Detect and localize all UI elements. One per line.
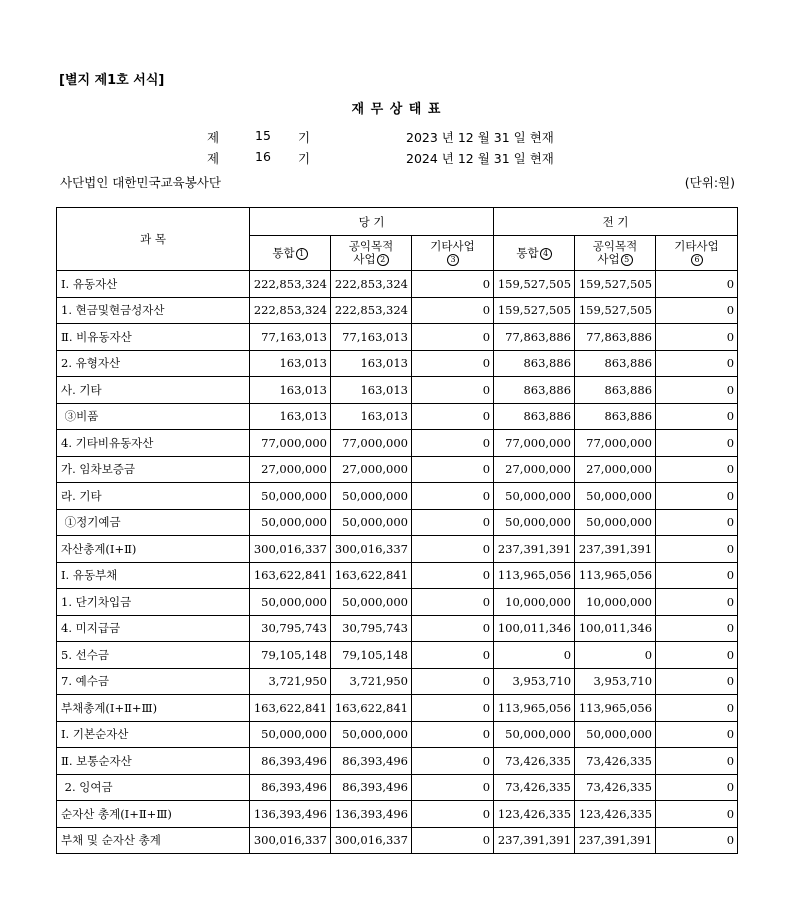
column-header-label: 통합 (272, 245, 295, 260)
amount-cell: 50,000,000 (250, 483, 331, 510)
amount-cell: 27,000,000 (331, 456, 412, 483)
table-row (57, 642, 738, 669)
document-title: 재 무 상 태 표 (351, 102, 442, 117)
amount-cell: 73,426,335 (494, 748, 575, 775)
amount-cell: 0 (412, 642, 494, 669)
period-prefix: 제 (207, 151, 220, 166)
amount-cell: 50,000,000 (250, 509, 331, 536)
amount-cell: 0 (412, 562, 494, 589)
amount-cell: 0 (656, 350, 738, 377)
table-row (57, 774, 738, 801)
account-name-cell: Ⅰ. 유동부채 (57, 562, 250, 589)
amount-cell: 0 (575, 642, 656, 669)
amount-cell: 0 (656, 297, 738, 324)
column-header-label: 공익목적 (592, 239, 638, 253)
amount-cell: 0 (412, 748, 494, 775)
amount-cell: 0 (412, 721, 494, 748)
amount-cell: 0 (656, 774, 738, 801)
amount-cell: 86,393,496 (250, 748, 331, 775)
table-row (57, 695, 738, 722)
amount-cell: 159,527,505 (494, 271, 575, 298)
amount-cell: 0 (656, 403, 738, 430)
account-name-cell: 2. 유형자산 (57, 350, 250, 377)
amount-cell: 30,795,743 (331, 615, 412, 642)
amount-cell: 0 (656, 589, 738, 616)
amount-cell: 0 (412, 695, 494, 722)
amount-cell: 0 (656, 615, 738, 642)
amount-cell: 163,622,841 (250, 695, 331, 722)
amount-cell: 0 (656, 430, 738, 457)
amount-cell: 0 (412, 403, 494, 430)
account-name-cell: 순자산 총계(Ⅰ+Ⅱ+Ⅲ) (57, 801, 250, 828)
amount-cell: 136,393,496 (331, 801, 412, 828)
amount-cell: 300,016,337 (250, 536, 331, 563)
amount-cell: 0 (412, 536, 494, 563)
amount-cell: 222,853,324 (331, 297, 412, 324)
account-name-cell: 사. 기타 (57, 377, 250, 404)
amount-cell: 237,391,391 (494, 827, 575, 854)
amount-cell: 10,000,000 (494, 589, 575, 616)
table-row (57, 589, 738, 616)
column-mark: 1 (296, 248, 308, 260)
amount-cell: 163,622,841 (331, 695, 412, 722)
amount-cell: 0 (656, 509, 738, 536)
amount-cell: 237,391,391 (494, 536, 575, 563)
column-header-label: 공익목적 (348, 239, 394, 253)
table-row (57, 350, 738, 377)
organization-name: 사단법인 대한민국교육봉사단 (60, 175, 221, 190)
account-name-cell: ③비품 (57, 403, 250, 430)
amount-cell: 86,393,496 (331, 774, 412, 801)
amount-cell: 86,393,496 (250, 774, 331, 801)
table-row (57, 483, 738, 510)
period-suffix: 기 (298, 130, 311, 145)
amount-cell: 163,622,841 (250, 562, 331, 589)
amount-cell: 163,013 (331, 403, 412, 430)
amount-cell: 0 (656, 377, 738, 404)
amount-cell: 0 (656, 456, 738, 483)
header-previous-period: 전 기 (494, 208, 738, 236)
amount-cell: 0 (412, 483, 494, 510)
amount-cell: 0 (412, 589, 494, 616)
amount-cell: 50,000,000 (331, 509, 412, 536)
amount-cell: 50,000,000 (250, 589, 331, 616)
table-row (57, 827, 738, 854)
account-name-cell: 1. 현금및현금성자산 (57, 297, 250, 324)
amount-cell: 163,622,841 (331, 562, 412, 589)
amount-cell: 0 (412, 350, 494, 377)
amount-cell: 113,965,056 (494, 695, 575, 722)
table-row (57, 721, 738, 748)
amount-cell: 0 (656, 536, 738, 563)
amount-cell: 0 (412, 615, 494, 642)
amount-cell: 222,853,324 (331, 271, 412, 298)
amount-cell: 3,721,950 (331, 668, 412, 695)
period-suffix: 기 (298, 151, 311, 166)
column-header (656, 236, 738, 271)
table-row (57, 801, 738, 828)
amount-cell: 0 (412, 668, 494, 695)
amount-cell: 159,527,505 (575, 271, 656, 298)
amount-cell: 863,886 (494, 403, 575, 430)
amount-cell: 0 (412, 271, 494, 298)
amount-cell: 0 (412, 297, 494, 324)
amount-cell: 50,000,000 (494, 509, 575, 536)
amount-cell: 863,886 (494, 350, 575, 377)
financial-position-table (56, 207, 738, 854)
amount-cell: 50,000,000 (494, 483, 575, 510)
amount-cell: 863,886 (575, 350, 656, 377)
amount-cell: 863,886 (575, 377, 656, 404)
amount-cell: 123,426,335 (494, 801, 575, 828)
amount-cell: 3,953,710 (494, 668, 575, 695)
amount-cell: 0 (656, 801, 738, 828)
header-account: 과 목 (57, 208, 250, 271)
account-name-cell: ①정기예금 (57, 509, 250, 536)
column-header-label: 기타사업 (674, 239, 719, 253)
amount-cell: 27,000,000 (494, 456, 575, 483)
header-row-1 (57, 208, 738, 236)
amount-cell: 3,721,950 (250, 668, 331, 695)
column-header-label: 통합 (516, 245, 539, 260)
account-name-cell: 자산총계(Ⅰ+Ⅱ) (57, 536, 250, 563)
amount-cell: 163,013 (250, 350, 331, 377)
amount-cell: 163,013 (250, 403, 331, 430)
amount-cell: 77,000,000 (250, 430, 331, 457)
table-row (57, 430, 738, 457)
account-name-cell: 부채 및 순자산 총계 (57, 827, 250, 854)
period-prefix: 제 (207, 130, 220, 145)
amount-cell: 0 (656, 721, 738, 748)
amount-cell: 77,000,000 (331, 430, 412, 457)
table-row (57, 377, 738, 404)
amount-cell: 0 (656, 642, 738, 669)
amount-cell: 77,863,886 (494, 324, 575, 351)
column-header (250, 236, 331, 271)
form-label: [별지 제1호 서식] (59, 73, 165, 88)
amount-cell: 50,000,000 (331, 721, 412, 748)
column-mark: 2 (377, 254, 389, 266)
amount-cell: 237,391,391 (575, 536, 656, 563)
amount-cell: 50,000,000 (575, 721, 656, 748)
account-name-cell: 7. 예수금 (57, 668, 250, 695)
column-header (494, 236, 575, 271)
amount-cell: 863,886 (494, 377, 575, 404)
period-date: 2024 년 12 월 31 일 현재 (406, 151, 554, 166)
amount-cell: 50,000,000 (250, 721, 331, 748)
column-header-label-2: 사업 (353, 252, 376, 266)
amount-cell: 163,013 (250, 377, 331, 404)
table-row (57, 509, 738, 536)
amount-cell: 300,016,337 (331, 827, 412, 854)
header-current-period: 당 기 (250, 208, 494, 236)
account-name-cell: Ⅱ. 보통순자산 (57, 748, 250, 775)
unit-label: (단위:원) (684, 175, 735, 190)
amount-cell: 0 (656, 271, 738, 298)
amount-cell: 159,527,505 (575, 297, 656, 324)
amount-cell: 77,163,013 (250, 324, 331, 351)
account-name-cell: Ⅰ. 기본순자산 (57, 721, 250, 748)
account-name-cell: 4. 미지급금 (57, 615, 250, 642)
column-mark: 4 (540, 248, 552, 260)
column-header-label: 기타사업 (430, 239, 475, 253)
table-row (57, 403, 738, 430)
table-row (57, 456, 738, 483)
amount-cell: 0 (412, 324, 494, 351)
amount-cell: 86,393,496 (331, 748, 412, 775)
account-name-cell: 1. 단기차입금 (57, 589, 250, 616)
amount-cell: 300,016,337 (331, 536, 412, 563)
amount-cell: 73,426,335 (494, 774, 575, 801)
column-header (331, 236, 412, 271)
amount-cell: 113,965,056 (575, 695, 656, 722)
column-mark: 5 (621, 254, 633, 266)
amount-cell: 27,000,000 (250, 456, 331, 483)
amount-cell: 0 (656, 748, 738, 775)
period-date: 2023 년 12 월 31 일 현재 (406, 130, 554, 145)
account-name-cell: 부채총계(Ⅰ+Ⅱ+Ⅲ) (57, 695, 250, 722)
account-name-cell: Ⅰ. 유동자산 (57, 271, 250, 298)
table-row (57, 536, 738, 563)
amount-cell: 3,953,710 (575, 668, 656, 695)
amount-cell: 77,000,000 (494, 430, 575, 457)
amount-cell: 163,013 (331, 377, 412, 404)
amount-cell: 77,863,886 (575, 324, 656, 351)
amount-cell: 0 (656, 668, 738, 695)
amount-cell: 73,426,335 (575, 774, 656, 801)
amount-cell: 73,426,335 (575, 748, 656, 775)
amount-cell: 0 (656, 562, 738, 589)
amount-cell: 100,011,346 (575, 615, 656, 642)
column-header (575, 236, 656, 271)
amount-cell: 50,000,000 (331, 483, 412, 510)
amount-cell: 163,013 (331, 350, 412, 377)
amount-cell: 100,011,346 (494, 615, 575, 642)
amount-cell: 0 (412, 774, 494, 801)
amount-cell: 79,105,148 (250, 642, 331, 669)
amount-cell: 113,965,056 (575, 562, 656, 589)
amount-cell: 0 (412, 430, 494, 457)
column-header-label-2: 사업 (597, 252, 620, 266)
amount-cell: 0 (494, 642, 575, 669)
column-mark: 3 (447, 254, 459, 266)
amount-cell: 27,000,000 (575, 456, 656, 483)
amount-cell: 863,886 (575, 403, 656, 430)
column-mark: 6 (691, 254, 703, 266)
account-name-cell: 4. 기타비유동자산 (57, 430, 250, 457)
account-name-cell: 가. 임차보증금 (57, 456, 250, 483)
amount-cell: 10,000,000 (575, 589, 656, 616)
table-row (57, 297, 738, 324)
table-body (57, 271, 738, 854)
table-row (57, 562, 738, 589)
amount-cell: 50,000,000 (575, 509, 656, 536)
amount-cell: 159,527,505 (494, 297, 575, 324)
amount-cell: 237,391,391 (575, 827, 656, 854)
account-name-cell: Ⅱ. 비유동자산 (57, 324, 250, 351)
amount-cell: 113,965,056 (494, 562, 575, 589)
amount-cell: 77,163,013 (331, 324, 412, 351)
amount-cell: 0 (656, 827, 738, 854)
table-row (57, 271, 738, 298)
table-row (57, 748, 738, 775)
amount-cell: 0 (412, 509, 494, 536)
amount-cell: 77,000,000 (575, 430, 656, 457)
amount-cell: 50,000,000 (575, 483, 656, 510)
table-row (57, 324, 738, 351)
amount-cell: 222,853,324 (250, 297, 331, 324)
amount-cell: 0 (656, 483, 738, 510)
amount-cell: 0 (412, 377, 494, 404)
amount-cell: 50,000,000 (494, 721, 575, 748)
amount-cell: 222,853,324 (250, 271, 331, 298)
amount-cell: 50,000,000 (331, 589, 412, 616)
amount-cell: 0 (412, 801, 494, 828)
amount-cell: 136,393,496 (250, 801, 331, 828)
amount-cell: 79,105,148 (331, 642, 412, 669)
amount-cell: 30,795,743 (250, 615, 331, 642)
account-name-cell: 라. 기타 (57, 483, 250, 510)
table-row (57, 615, 738, 642)
amount-cell: 123,426,335 (575, 801, 656, 828)
column-header (412, 236, 494, 271)
period-number: 15 (255, 128, 271, 143)
amount-cell: 0 (412, 827, 494, 854)
amount-cell: 300,016,337 (250, 827, 331, 854)
amount-cell: 0 (656, 695, 738, 722)
table-row (57, 668, 738, 695)
account-name-cell: 2. 잉여금 (57, 774, 250, 801)
account-name-cell: 5. 선수금 (57, 642, 250, 669)
amount-cell: 0 (656, 324, 738, 351)
period-number: 16 (255, 149, 271, 164)
amount-cell: 0 (412, 456, 494, 483)
